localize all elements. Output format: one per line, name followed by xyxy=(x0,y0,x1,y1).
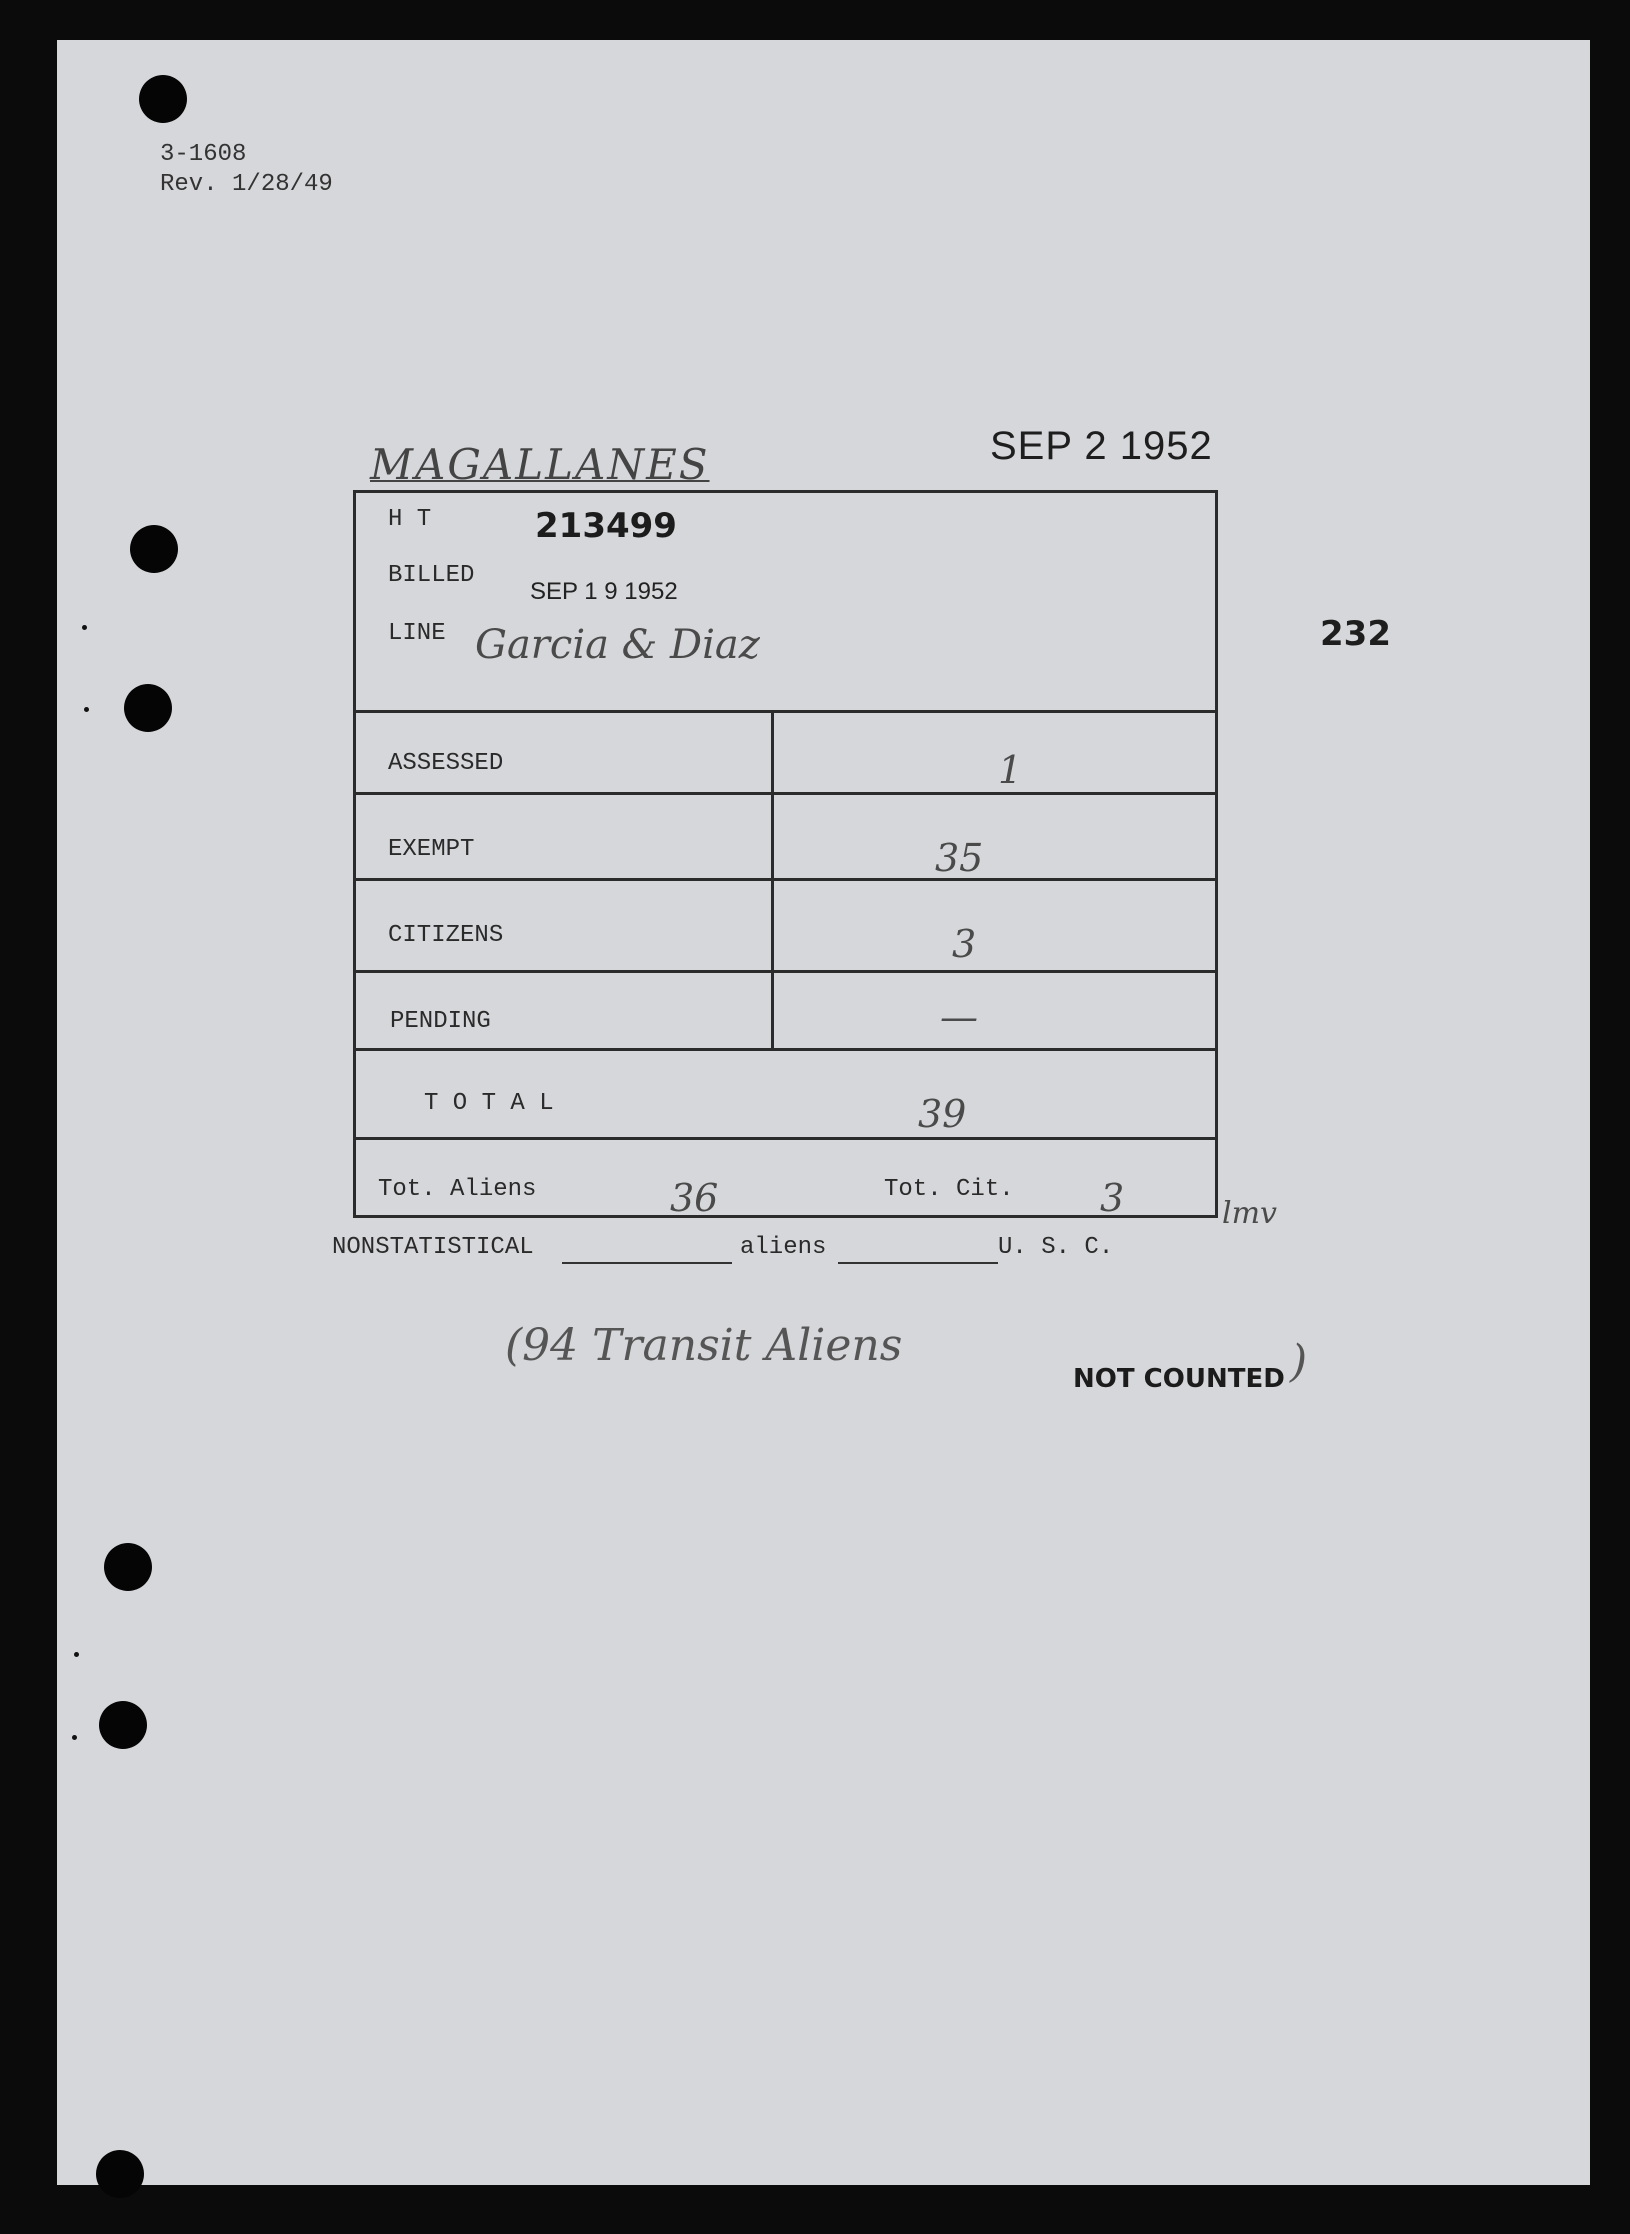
pending-label: PENDING xyxy=(390,1008,491,1035)
line-label: LINE xyxy=(388,620,446,647)
paper-speck xyxy=(72,1735,77,1740)
punch-hole xyxy=(99,1701,147,1749)
punch-hole xyxy=(104,1543,152,1591)
tot-cit-value: 3 xyxy=(1100,1176,1125,1220)
punch-hole xyxy=(139,75,187,123)
punch-hole xyxy=(130,525,178,573)
usc-label: U. S. C. xyxy=(998,1234,1114,1261)
total-label: T O T A L xyxy=(424,1090,554,1117)
form-code: 3-1608 xyxy=(160,141,247,168)
line-value: Garcia & Diaz xyxy=(475,622,760,668)
ht-label: H T xyxy=(388,506,432,533)
aliens-blank xyxy=(838,1262,998,1264)
exempt-label: EXEMPT xyxy=(388,836,475,863)
paper-speck xyxy=(82,625,87,630)
punch-hole xyxy=(124,684,172,732)
column-divider xyxy=(771,710,774,1048)
transit-note-close: ) xyxy=(1290,1336,1308,1387)
form-divider xyxy=(353,1048,1218,1051)
page-number-stamp: 232 xyxy=(1320,614,1391,654)
received-date-stamp: SEP 2 1952 xyxy=(990,424,1213,468)
pending-value: — xyxy=(940,995,978,1039)
paper-speck xyxy=(74,1652,79,1657)
citizens-value: 3 xyxy=(952,922,977,966)
assessed-label: ASSESSED xyxy=(388,750,504,777)
form-code-block xyxy=(160,140,333,200)
tot-aliens-value: 36 xyxy=(670,1176,719,1220)
transit-note: (94 Transit Aliens xyxy=(505,1320,903,1371)
aliens-label: aliens xyxy=(740,1234,827,1261)
ht-number-stamp: 213499 xyxy=(535,506,677,546)
punch-hole xyxy=(96,2150,144,2198)
form-divider xyxy=(353,878,1218,881)
form-divider xyxy=(353,710,1218,713)
billed-date-stamp: SEP 1 9 1952 xyxy=(530,578,678,605)
citizens-label: CITIZENS xyxy=(388,922,504,949)
assessed-value: 1 xyxy=(998,748,1023,792)
total-value: 39 xyxy=(918,1092,967,1136)
ship-name: MAGALLANES xyxy=(370,440,710,489)
exempt-value: 35 xyxy=(935,836,984,880)
tot-aliens-label: Tot. Aliens xyxy=(378,1176,537,1203)
not-counted-stamp: NOT COUNTED xyxy=(1073,1364,1285,1394)
form-divider xyxy=(353,792,1218,795)
tot-cit-label: Tot. Cit. xyxy=(884,1176,1014,1203)
form-revision: Rev. 1/28/49 xyxy=(160,171,333,198)
billed-label: BILLED xyxy=(388,562,475,589)
paper-speck xyxy=(84,707,89,712)
nonstatistical-blank xyxy=(562,1262,732,1264)
nonstatistical-label: NONSTATISTICAL xyxy=(332,1234,534,1261)
form-divider xyxy=(353,1137,1218,1140)
initials: lmv xyxy=(1222,1196,1277,1231)
form-divider xyxy=(353,970,1218,973)
